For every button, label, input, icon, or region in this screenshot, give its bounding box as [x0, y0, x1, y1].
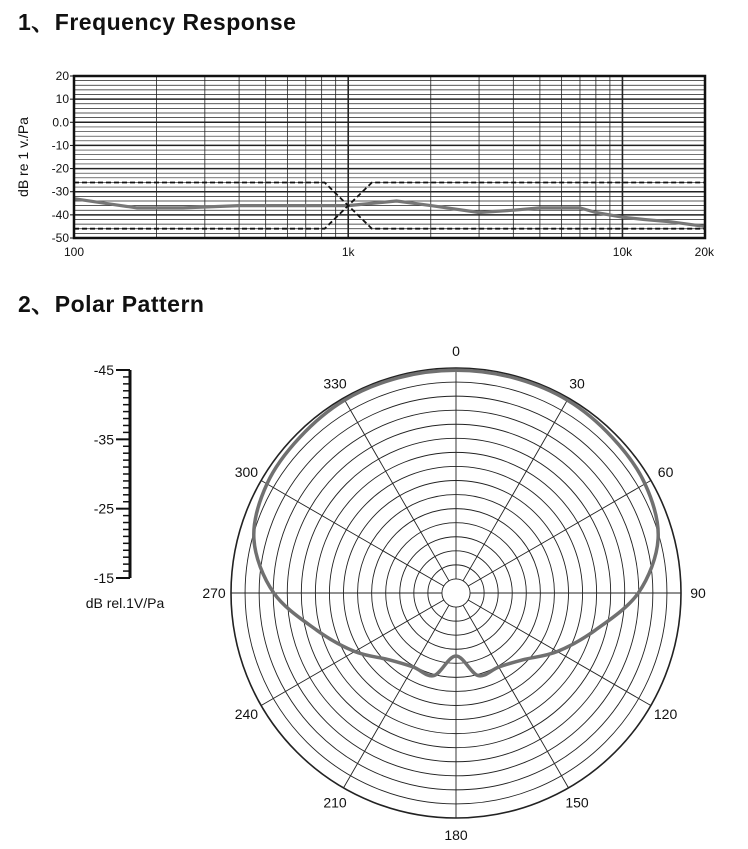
polar-angle-label: 150: [565, 794, 589, 811]
frequency-x-tick-label: 1k: [341, 245, 355, 259]
frequency-y-tick-label: -30: [51, 184, 69, 199]
polar-scale-tick-label: -25: [93, 500, 114, 517]
polar-angle-label: 240: [234, 706, 259, 722]
frequency-y-tick-label: -10: [51, 138, 69, 153]
polar-angle-label: 270: [202, 585, 226, 601]
polar-angle-label: 90: [690, 585, 706, 601]
frequency-y-tick-label: 0.0: [52, 115, 69, 130]
polar-angle-label: 0: [452, 343, 460, 359]
polar-scale-label: dB rel.1V/Pa: [85, 595, 165, 611]
polar-angle-label: 300: [234, 464, 259, 480]
frequency-y-tick-label: -50: [51, 231, 69, 245]
polar-angle-label: 60: [657, 464, 674, 480]
polar-pattern-heading: 2、Polar Pattern: [18, 291, 205, 317]
frequency-series-line-0: [74, 199, 705, 227]
polar-angle-label: 120: [653, 706, 678, 722]
polar-scale-tick-label: -35: [93, 431, 114, 448]
polar-scale-tick-label: -15: [93, 570, 114, 586]
frequency-y-tick-label: 20: [55, 69, 69, 83]
frequency-response-heading: 1、Frequency Response: [18, 9, 297, 35]
polar-angle-label: 30: [569, 375, 585, 392]
frequency-y-tick-label: 10: [55, 92, 69, 107]
frequency-y-tick-label: -20: [51, 161, 69, 176]
polar-angle-label: 330: [323, 375, 347, 392]
frequency-x-tick-label: 100: [63, 245, 85, 259]
frequency-x-tick-label: 10k: [612, 245, 633, 259]
frequency-y-axis-label: dB re 1 v./Pa: [15, 117, 31, 197]
polar-scale-tick-label: -45: [93, 362, 114, 378]
frequency-x-tick-label: 20k: [694, 245, 714, 259]
polar-angle-label: 210: [323, 794, 347, 811]
polar-angle-label: 180: [444, 827, 468, 843]
frequency-y-tick-label: -40: [51, 207, 69, 222]
